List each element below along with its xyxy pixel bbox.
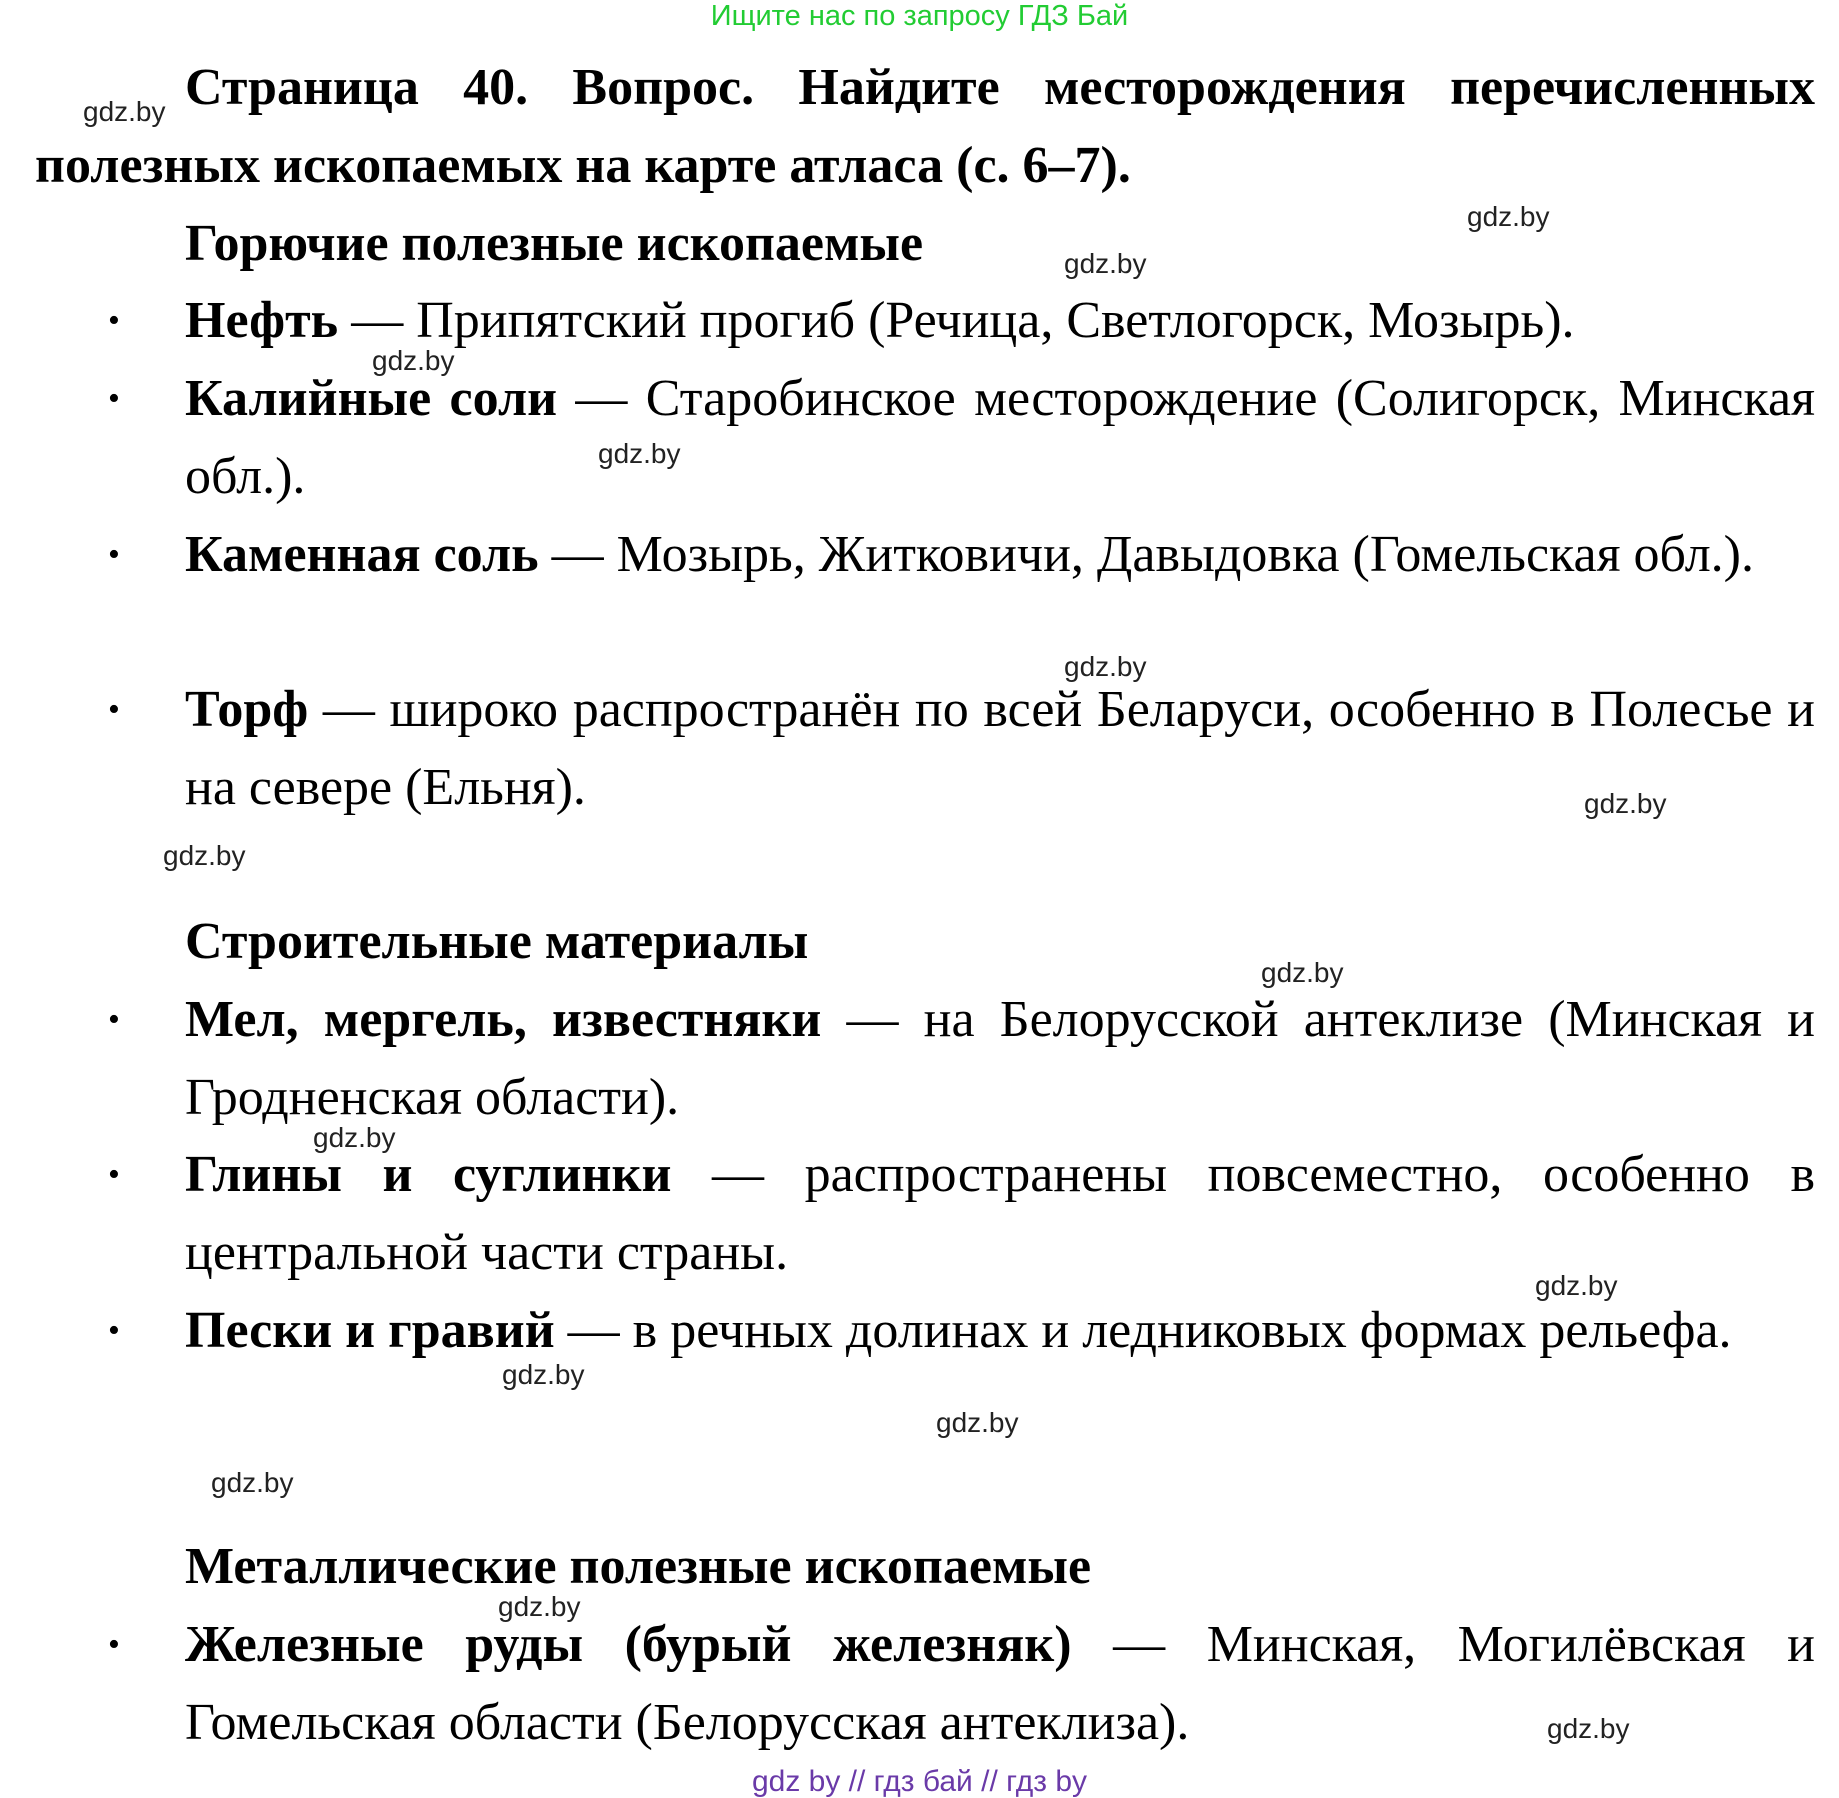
item-term: Калийные соли	[185, 370, 558, 427]
watermark: gdz.by	[313, 1122, 396, 1153]
item-text: — в речных долинах и ледниковых формах рельефа.	[554, 1302, 1732, 1359]
watermark: gdz.by	[498, 1591, 581, 1622]
bullet-icon: •	[108, 1626, 120, 1663]
bullet-icon: •	[108, 691, 120, 728]
item-term: Торф	[185, 681, 309, 738]
item-text: — Припятский прогиб (Речица, Светлогорск, Мозырь).	[338, 292, 1575, 349]
watermark: gdz.by	[1467, 201, 1550, 232]
list-item	[108, 360, 1815, 516]
list-item	[108, 516, 1815, 594]
bullet-icon: •	[108, 1156, 120, 1193]
list-item	[108, 671, 1815, 827]
watermark: gdz.by	[211, 1467, 294, 1498]
footer-links: gdz by // гдз бай // гдз by	[751, 1765, 1088, 1798]
item-text: — Старобинское месторождение (Солигорск, Минская обл.).	[185, 370, 1815, 505]
section-heading-building: Строительные материалы	[185, 913, 809, 970]
watermark: gdz.by	[1584, 788, 1667, 819]
watermark: gdz.by	[83, 96, 166, 127]
item-text: — широко распространён по всей Беларуси, особенно в Полесье и на севере (Ельня).	[185, 681, 1815, 816]
item-term: Нефть	[185, 292, 339, 349]
section-heading-fuels: Горючие полезные ископаемые	[185, 215, 924, 272]
watermark: gdz.by	[1535, 1270, 1618, 1301]
bullet-icon: •	[108, 1312, 120, 1349]
watermark: gdz.by	[163, 840, 246, 871]
bullet-icon: •	[108, 380, 120, 417]
watermark: gdz.by	[1064, 248, 1147, 279]
watermark: gdz.by	[1064, 651, 1147, 682]
question-text: Страница 40. Вопрос. Найдите месторождения перечисленных полезных ископаемых на карте атласа (с. 6–7).	[35, 59, 1815, 194]
item-term: Мел, мергель, известняки	[185, 991, 822, 1048]
watermark: gdz.by	[1261, 957, 1344, 988]
item-text: — распространены повсеместно, особенно в центральной части страны.	[185, 1146, 1815, 1281]
watermark: gdz.by	[936, 1407, 1019, 1438]
watermark: gdz.by	[372, 345, 455, 376]
watermark: gdz.by	[1547, 1713, 1630, 1744]
item-term: Каменная соль	[185, 526, 539, 583]
section-heading-metals: Металлические полезные ископаемые	[185, 1538, 1092, 1595]
item-term: Глины и суглинки	[185, 1146, 672, 1203]
list-item	[108, 1136, 1815, 1292]
bullet-icon: •	[108, 536, 120, 573]
item-text: — Минская, Могилёвская и Гомельская области (Белорусская антеклиза).	[185, 1616, 1815, 1751]
item-term: Пески и гравий	[185, 1302, 555, 1359]
item-text: — на Белорусской антеклизе (Минская и Гродненская области).	[185, 991, 1815, 1126]
list-item	[108, 981, 1815, 1137]
bullet-icon: •	[108, 1001, 120, 1038]
bullet-icon: •	[108, 302, 120, 339]
item-text: — Мозырь, Житковичи, Давыдовка (Гомельская обл.).	[538, 526, 1754, 583]
watermark: gdz.by	[502, 1359, 585, 1390]
list-item	[108, 1292, 1815, 1370]
search-banner: Ищите нас по запросу ГДЗ Бай	[710, 0, 1129, 32]
item-term: Железные руды (бурый железняк)	[185, 1616, 1072, 1673]
watermark: gdz.by	[598, 438, 681, 469]
